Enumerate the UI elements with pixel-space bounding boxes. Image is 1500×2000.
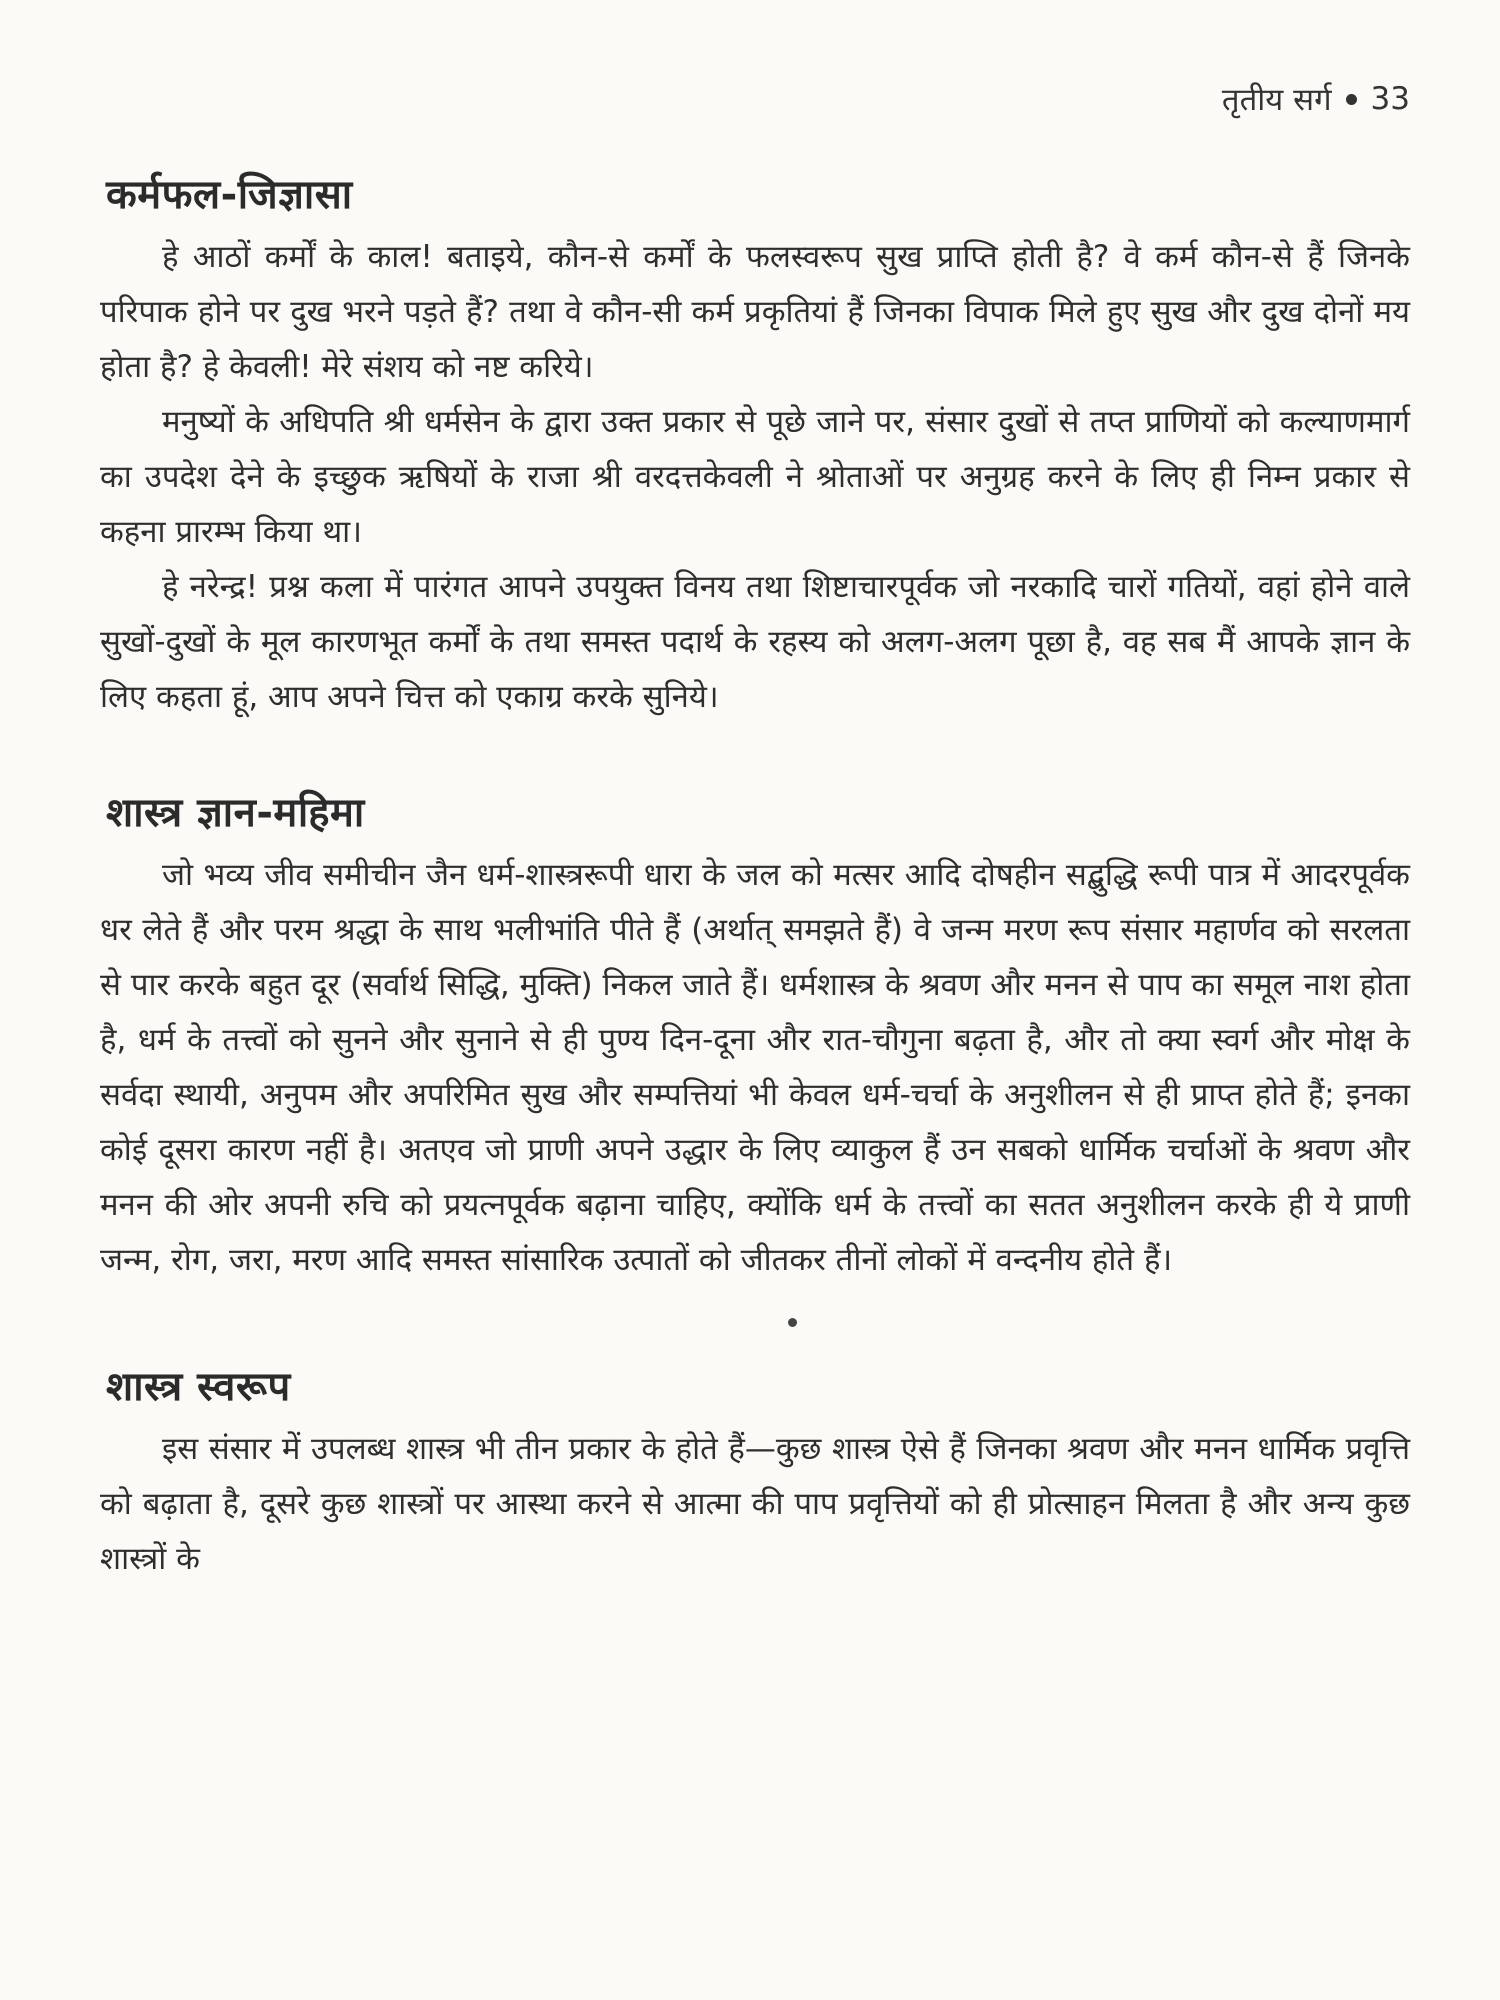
paragraph: इस संसार में उपलब्ध शास्त्र भी तीन प्रकार के होते हैं—कुछ शास्त्र ऐसे हैं जिनका श्रवण और मनन धार्मिक प्रवृत्ति को बढ़ाता है, दूसरे कुछ शास्त्रों पर आस्था करने से आत्मा की पाप प्रवृत्तियों को ही प्रोत्साहन मिलता है और अन्य कुछ शास्त्रों के: [100, 1431, 1410, 1577]
paragraph: जो भव्य जीव समीचीन जैन धर्म-शास्त्ररूपी धारा के जल को मत्सर आदि दोषहीन सद्बुद्धि रूपी पात्र में आदरपूर्वक धर लेते हैं और परम श्रद्धा के साथ भलीभांति पीते हैं (अर्थात् समझते हैं) वे जन्म मरण रूप संसार महार्णव को सरलता से पार करके बहुत दूर (सर्वार्थ सिद्धि, मुक्ति) निकल जाते हैं। धर्मशास्त्र के श्रवण और मनन से पाप का समूल नाश होता है, धर्म के तत्त्वों को सुनने और सुनाने से ही पुण्य दिन-दूना और रात-चौगुना बढ़ता है, और तो क्या स्वर्ग और मोक्ष के सर्वदा स्थायी, अनुपम और अपरिमित सुख और सम्पत्तियां भी केवल धर्म-चर्चा के अनुशीलन से ही प्राप्त होते हैं; इनका कोई दूसरा कारण नहीं है। अतएव जो प्राणी अपने उद्धार के लिए व्याकुल हैं उन सबको धार्मिक चर्चाओं के श्रवण और मनन की ओर अपनी रुचि को प्रयत्नपूर्वक बढ़ाना चाहिए, क्योंकि धर्म के तत्त्वों का सतत अनुशीलन करके ही ये प्राणी जन्म, रोग, जरा, मरण आदि समस्त सांसारिक उत्पातों को जीतकर तीनों लोकों में वन्दनीय होते हैं।: [100, 857, 1410, 1278]
section-heading: कर्मफल-जिज्ञासा: [106, 172, 353, 218]
section-shastra-swaroop: [100, 1357, 1410, 1587]
section-heading: शास्त्र ज्ञान-महिमा: [106, 790, 365, 836]
page-number: 33: [1370, 81, 1410, 117]
paragraph: हे आठों कर्मों के काल! बताइये, कौन-से कर्मों के फलस्वरूप सुख प्राप्ति होती है? वे कर्म कौन-से हैं जिनके परिपाक होने पर दुख भरने पड़ते हैं? तथा वे कौन-सी कर्म प्रकृतियां हैं जिनका विपाक मिले हुए सुख और दुख दोनों मय होता है? हे केवली! मेरे संशय को नष्ट करिये।: [100, 239, 1410, 385]
paragraph: हे नरेन्द्र! प्रश्न कला में पारंगत आपने उपयुक्त विनय तथा शिष्टाचारपूर्वक जो नरकादि चारों गतियों, वहां होने वाले सुखों-दुखों के मूल कारणभूत कर्मों के तथा समस्त पदार्थ के रहस्य को अलग-अलग पूछा है, वह सब मैं आपके ज्ञान के लिए कहता हूं, आप अपने चित्त को एकाग्र करके सुनिये।: [100, 569, 1410, 715]
paragraph: मनुष्यों के अधिपति श्री धर्मसेन के द्वारा उक्त प्रकार से पूछे जाने पर, संसार दुखों से तप्त प्राणियों को कल्याणमार्ग का उपदेश देने के इच्छुक ऋषियों के राजा श्री वरदत्तकेवली ने श्रोताओं पर अनुग्रह करने के लिए ही निम्न प्रकार से कहना प्रारम्भ किया था।: [100, 404, 1410, 550]
bullet-separator: [1346, 94, 1357, 105]
section-shastra-gyan-mahima: [100, 783, 1410, 1288]
chapter-title: तृतीय सर्ग: [1221, 82, 1332, 118]
section-karmaphal-jigyasa: [100, 165, 1410, 725]
running-head: [1222, 78, 1410, 120]
section-divider-dot: [788, 1318, 797, 1327]
section-heading: शास्त्र स्वरूप: [106, 1364, 291, 1410]
page-content: [100, 165, 1410, 1645]
